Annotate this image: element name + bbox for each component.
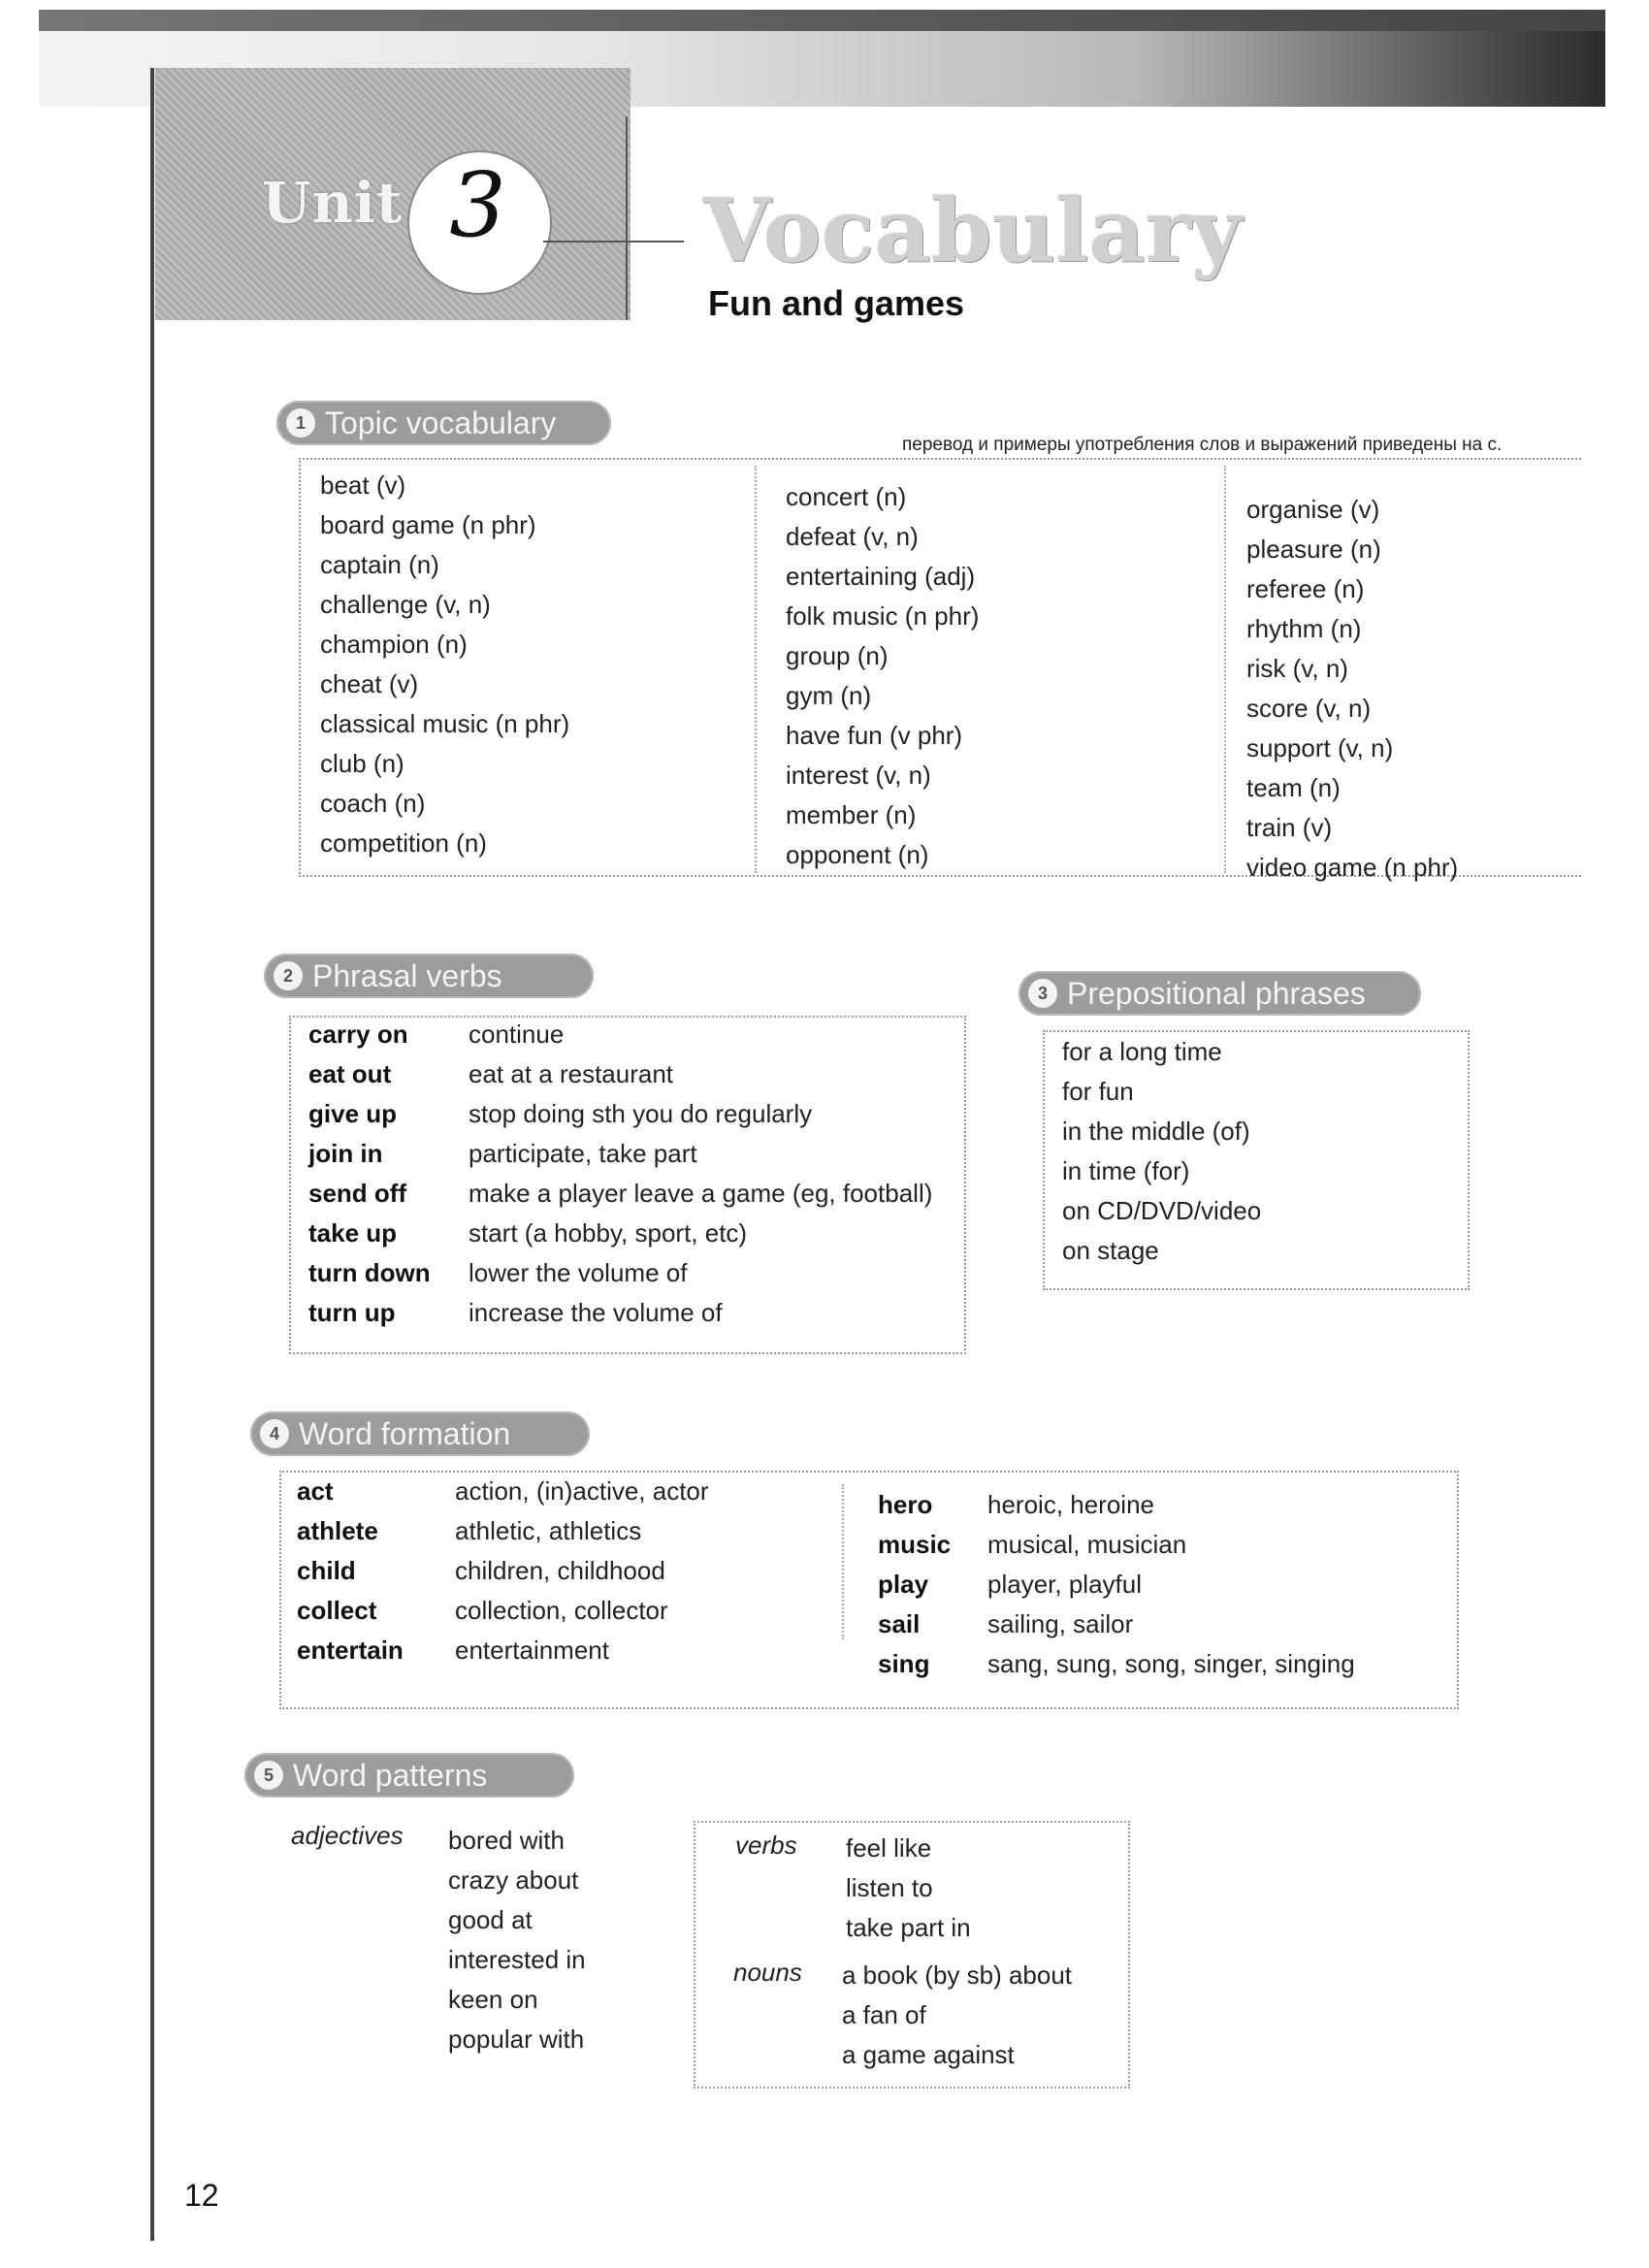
list-item: take part in xyxy=(846,1913,971,1942)
phrasal-verb-row xyxy=(308,1094,932,1134)
phrasal-verb: join in xyxy=(308,1139,383,1168)
base-word: play xyxy=(878,1570,929,1599)
column-divider xyxy=(755,466,757,873)
reference-note: перевод и примеры употребления слов и выражений приведены на с. xyxy=(902,435,1503,455)
topic-vocabulary-column-3 xyxy=(1246,490,1458,888)
section-heading-word-patterns xyxy=(244,1753,574,1798)
list-item: interested in xyxy=(448,1945,586,1974)
list-item: train (v) xyxy=(1246,813,1333,842)
base-word: music xyxy=(878,1530,952,1559)
list-item: score (v, n) xyxy=(1246,694,1372,723)
derived-forms: action, (in)active, actor xyxy=(455,1476,709,1506)
page-left-rule xyxy=(150,68,154,2241)
list-item: classical music (n phr) xyxy=(320,709,570,738)
phrasal-verb-meaning: make a player leave a game (eg, football) xyxy=(469,1179,933,1208)
column-divider xyxy=(1224,466,1226,873)
word-formation-row xyxy=(297,1631,709,1670)
list-item: opponent (n) xyxy=(786,840,929,869)
verbs-label: verbs xyxy=(735,1831,797,1860)
base-word: entertain xyxy=(297,1636,404,1665)
word-formation-row xyxy=(297,1551,709,1591)
phrasal-verb: give up xyxy=(308,1099,398,1128)
list-item: interest (v, n) xyxy=(786,761,931,790)
phrasal-verb-row xyxy=(308,1134,932,1174)
list-item: good at xyxy=(448,1905,533,1934)
section-heading-text: Word formation xyxy=(299,1415,511,1451)
page-subtitle: Fun and games xyxy=(708,283,965,323)
list-item: concert (n) xyxy=(786,482,907,511)
section-number-badge: 2 xyxy=(274,961,303,990)
list-item: challenge (v, n) xyxy=(320,590,491,619)
section-heading-text: Phrasal verbs xyxy=(312,957,502,993)
phrasal-verb-row xyxy=(308,1015,932,1054)
derived-forms: heroic, heroine xyxy=(987,1490,1154,1519)
derived-forms: entertainment xyxy=(455,1636,609,1665)
list-item: cheat (v) xyxy=(320,669,419,698)
list-item: on CD/DVD/video xyxy=(1062,1196,1262,1225)
word-formation-row xyxy=(878,1565,1355,1604)
list-item: popular with xyxy=(448,2025,585,2054)
base-word: sail xyxy=(878,1609,921,1638)
section-number-badge: 1 xyxy=(286,408,315,437)
derived-forms: sang, sung, song, singer, singing xyxy=(987,1649,1355,1678)
list-item: organise (v) xyxy=(1246,495,1380,524)
noun-patterns-list xyxy=(842,1956,1072,2075)
base-word: child xyxy=(297,1556,356,1585)
list-item: entertaining (adj) xyxy=(786,562,976,591)
list-item: pleasure (n) xyxy=(1246,535,1381,564)
list-item: captain (n) xyxy=(320,550,439,579)
phrasal-verb: turn up xyxy=(308,1298,396,1327)
section-number-badge: 3 xyxy=(1028,979,1057,1008)
header-banner-edge xyxy=(39,10,1605,31)
title-divider-vertical xyxy=(626,116,628,320)
unit-label: Unit xyxy=(262,170,404,236)
list-item: risk (v, n) xyxy=(1246,654,1348,683)
base-word: sing xyxy=(878,1649,930,1678)
list-item: on stage xyxy=(1062,1236,1159,1265)
derived-forms: children, childhood xyxy=(455,1556,665,1585)
phrasal-verb-meaning: participate, take part xyxy=(469,1139,697,1168)
list-item: board game (n phr) xyxy=(320,510,536,539)
section-number-badge: 5 xyxy=(254,1761,283,1790)
section-heading-topic-vocabulary xyxy=(276,401,611,445)
list-item: listen to xyxy=(846,1873,933,1902)
derived-forms: athletic, athletics xyxy=(455,1516,642,1545)
verb-patterns-list xyxy=(846,1829,971,1948)
phrasal-verb: turn down xyxy=(308,1258,431,1287)
list-item: referee (n) xyxy=(1246,574,1365,603)
list-item: for a long time xyxy=(1062,1037,1222,1066)
list-item: member (n) xyxy=(786,800,917,829)
list-item: rhythm (n) xyxy=(1246,614,1362,643)
section-heading-phrasal-verbs xyxy=(264,954,594,998)
list-item: a book (by sb) about xyxy=(842,1960,1073,1990)
base-word: athlete xyxy=(297,1516,378,1545)
word-formation-row xyxy=(878,1604,1355,1644)
phrasal-verb-row xyxy=(308,1293,932,1333)
list-item: gym (n) xyxy=(786,681,872,710)
word-formation-row xyxy=(297,1511,709,1551)
page-title: Vocabulary xyxy=(703,179,1243,282)
derived-forms: collection, collector xyxy=(455,1596,668,1625)
section-heading-word-formation xyxy=(250,1411,590,1456)
adjectives-label: adjectives xyxy=(291,1821,404,1850)
word-formation-row xyxy=(297,1472,709,1511)
derived-forms: player, playful xyxy=(987,1570,1142,1599)
phrasal-verb-row xyxy=(308,1054,932,1094)
section-heading-text: Topic vocabulary xyxy=(325,405,557,440)
page-number: 12 xyxy=(184,2178,219,2213)
base-word: act xyxy=(297,1476,334,1506)
section-heading-text: Word patterns xyxy=(293,1757,488,1793)
section-number-badge: 4 xyxy=(260,1419,289,1448)
phrasal-verb: send off xyxy=(308,1179,407,1208)
section-heading-prepositional-phrases xyxy=(1018,971,1421,1016)
word-formation-left-list xyxy=(297,1472,709,1670)
word-formation-row xyxy=(878,1525,1355,1565)
column-divider xyxy=(842,1484,844,1639)
prepositional-phrases-list xyxy=(1062,1032,1261,1271)
word-formation-row xyxy=(297,1591,709,1631)
list-item: group (n) xyxy=(786,641,889,670)
phrasal-verb-meaning: start (a hobby, sport, etc) xyxy=(469,1218,748,1247)
unit-number: 3 xyxy=(449,153,506,257)
phrasal-verb: take up xyxy=(308,1218,398,1247)
list-item: feel like xyxy=(846,1833,932,1863)
list-item: a game against xyxy=(842,2040,1015,2069)
list-item: champion (n) xyxy=(320,630,468,659)
word-formation-right-list xyxy=(878,1485,1355,1684)
list-item: have fun (v phr) xyxy=(786,721,963,750)
list-item: competition (n) xyxy=(320,828,487,858)
phrasal-verb-row xyxy=(308,1174,932,1214)
list-item: bored with xyxy=(448,1826,565,1855)
list-item: in the middle (of) xyxy=(1062,1117,1250,1146)
list-item: crazy about xyxy=(448,1865,579,1895)
word-formation-row xyxy=(878,1485,1355,1525)
topic-vocabulary-column-2 xyxy=(786,477,979,875)
topic-vocabulary-column-1 xyxy=(320,466,569,863)
phrasal-verbs-list xyxy=(308,1015,932,1333)
list-item: support (v, n) xyxy=(1246,733,1394,762)
base-word: collect xyxy=(297,1596,377,1625)
adjective-patterns-list xyxy=(448,1821,586,2059)
phrasal-verb: carry on xyxy=(308,1020,408,1049)
section-heading-text: Prepositional phrases xyxy=(1067,975,1366,1011)
list-item: for fun xyxy=(1062,1077,1134,1106)
list-item: keen on xyxy=(448,1985,538,2014)
derived-forms: musical, musician xyxy=(987,1530,1187,1559)
list-item: a fan of xyxy=(842,2000,926,2029)
nouns-label: nouns xyxy=(733,1958,802,1987)
title-divider-horizontal xyxy=(543,241,684,243)
list-item: video game (n phr) xyxy=(1246,853,1459,882)
list-item: folk music (n phr) xyxy=(786,601,980,631)
list-item: team (n) xyxy=(1246,773,1341,802)
phrasal-verb-meaning: increase the volume of xyxy=(469,1298,723,1327)
list-item: club (n) xyxy=(320,749,404,778)
phrasal-verb-meaning: lower the volume of xyxy=(469,1258,688,1287)
list-item: defeat (v, n) xyxy=(786,522,919,551)
phrasal-verb: eat out xyxy=(308,1059,392,1088)
base-word: hero xyxy=(878,1490,933,1519)
derived-forms: sailing, sailor xyxy=(987,1609,1134,1638)
phrasal-verb-meaning: continue xyxy=(469,1020,565,1049)
list-item: beat (v) xyxy=(320,470,406,500)
phrasal-verb-row xyxy=(308,1214,932,1253)
word-formation-row xyxy=(878,1644,1355,1684)
phrasal-verb-row xyxy=(308,1253,932,1293)
list-item: coach (n) xyxy=(320,789,426,818)
phrasal-verb-meaning: stop doing sth you do regularly xyxy=(469,1099,813,1128)
phrasal-verb-meaning: eat at a restaurant xyxy=(469,1059,674,1088)
list-item: in time (for) xyxy=(1062,1156,1190,1185)
